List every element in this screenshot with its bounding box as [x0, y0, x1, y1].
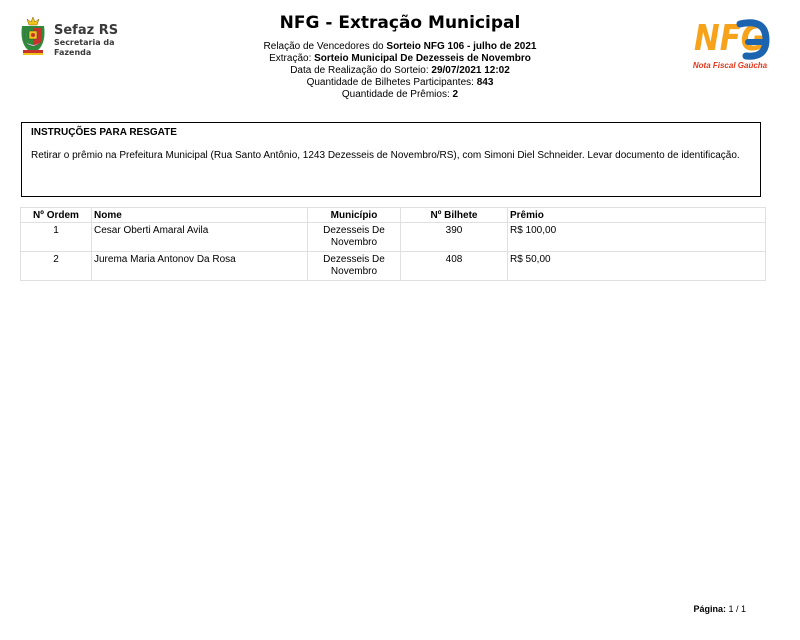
premios-label: Quantidade de Prêmios: [341, 89, 450, 100]
header-premio: Prêmio [508, 208, 766, 223]
data-line [230, 65, 570, 77]
cell-municipio-line2: Novembro [330, 266, 378, 277]
svg-text:NFG: NFG [694, 18, 766, 59]
bilhetes-value: 843 [476, 77, 494, 88]
premios-value: 2 [452, 89, 459, 100]
brand-subtitle: Secretaria da Fazenda [54, 38, 115, 57]
cell-municipio-line1: Dezesseis De [323, 225, 385, 236]
page-footer [693, 604, 746, 614]
bilhetes-label: Quantidade de Bilhetes Participantes: [306, 77, 474, 88]
sefaz-brand-text [54, 24, 148, 58]
extracao-label: Extração: [269, 53, 312, 64]
sefaz-logo [18, 14, 148, 58]
cell-premio: R$ 50,00 [508, 252, 766, 281]
cell-municipio [308, 223, 401, 252]
cell-bilhete: 408 [401, 252, 508, 281]
cell-bilhete: 390 [401, 223, 508, 252]
page-header [0, 0, 800, 110]
data-label: Data de Realização do Sorteio: [290, 65, 429, 76]
cell-ordem: 1 [21, 223, 92, 252]
bilhetes-line [230, 77, 570, 89]
cell-ordem: 2 [21, 252, 92, 281]
table-row [21, 252, 766, 281]
extracao-line [230, 53, 570, 65]
page-label: Página: [693, 604, 726, 614]
header-ordem: Nº Ordem [21, 208, 92, 223]
winners-table [20, 207, 766, 281]
cell-municipio-line2: Novembro [330, 237, 378, 248]
header-bilhete: Nº Bilhete [401, 208, 508, 223]
rs-state-crest-icon [18, 14, 48, 58]
header-municipio: Município [308, 208, 401, 223]
cell-premio: R$ 100,00 [508, 223, 766, 252]
nfg-logo-tagline: Nota Fiscal Gaúcha [692, 61, 768, 70]
header-nome: Nome [92, 208, 308, 223]
relacao-line [230, 41, 570, 53]
table-row [21, 223, 766, 252]
instructions-text: Retirar o prêmio na Prefeitura Municipal (Rua Santo Antônio, 1243 Dezesseis de Novembro/RS), com Simoni Diel Schneider. Levar documento de identificação. [31, 150, 740, 161]
extracao-value: Sorteio Municipal De Dezesseis de Novembro [314, 53, 531, 64]
title-block [230, 12, 570, 101]
instructions-title: INSTRUÇÕES PARA RESGATE [31, 127, 177, 138]
cell-municipio [308, 252, 401, 281]
premios-line [230, 89, 570, 101]
brand-name: Sefaz RS [54, 23, 119, 38]
data-value: 29/07/2021 12:02 [431, 65, 510, 76]
cell-municipio-line1: Dezesseis De [323, 254, 385, 265]
relacao-value: Sorteio NFG 106 - julho de 2021 [386, 41, 537, 52]
table-header-row [21, 208, 766, 223]
relacao-label: Relação de Vencedores do [263, 41, 384, 52]
cell-nome: Jurema Maria Antonov Da Rosa [92, 252, 308, 281]
nfg-logo [690, 12, 770, 74]
page-number: 1 / 1 [728, 604, 746, 614]
page-title: NFG - Extração Municipal [279, 13, 521, 33]
cell-nome: Cesar Oberti Amaral Avila [92, 223, 308, 252]
nfg-logo-icon [690, 12, 770, 62]
instructions-box [21, 122, 761, 197]
